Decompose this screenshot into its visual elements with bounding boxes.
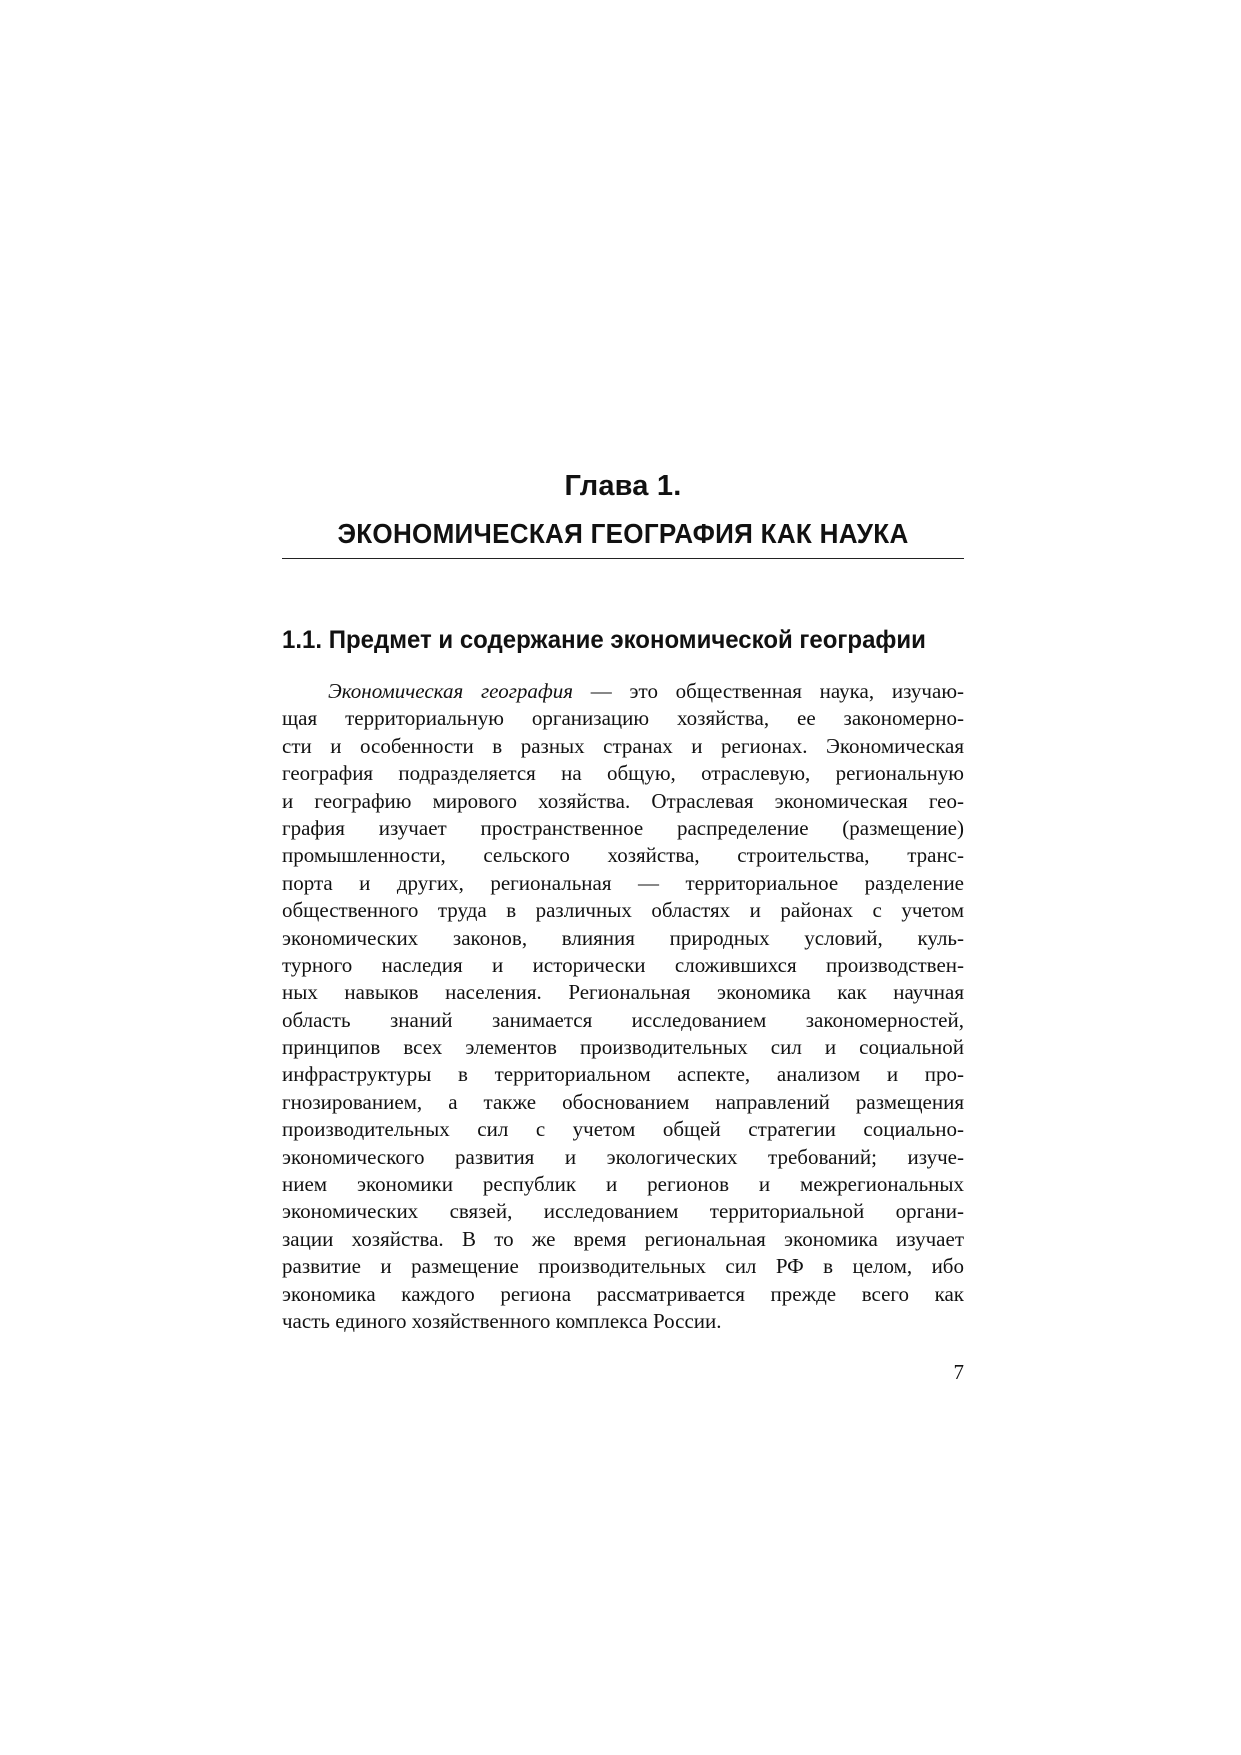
paragraph-line-text: — это общественная наука, изучаю- — [573, 679, 964, 703]
paragraph-line: инфраструктуры в территориальном аспекте, анализом и про- — [282, 1062, 964, 1087]
paragraph-line: развитие и размещение производительных сил РФ в целом, ибо — [282, 1254, 964, 1279]
paragraph-line: нием экономики республик и регионов и межрегиональных — [282, 1172, 964, 1197]
paragraph-line: сти и особенности в разных странах и регионах. Экономическая — [282, 733, 964, 758]
paragraph-line: область знаний занимается исследованием закономерностей, — [282, 1007, 964, 1032]
body-paragraph — [282, 678, 964, 1335]
paragraph-line: промышленности, сельского хозяйства, строительства, транс- — [282, 843, 964, 868]
paragraph-line: принципов всех элементов производительных сил и социальной — [282, 1035, 964, 1060]
paragraph-line: и географию мирового хозяйства. Отраслевая экономическая гео- — [282, 788, 964, 813]
paragraph-line: экономического развития и экологических требований; изуче- — [282, 1144, 964, 1169]
chapter-divider — [282, 558, 964, 559]
paragraph-line: турного наследия и исторически сложившихся производствен- — [282, 952, 964, 977]
paragraph-line: ных навыков населения. Региональная экономика как научная — [282, 980, 964, 1005]
paragraph-line: общественного труда в различных областях и районах с учетом — [282, 898, 964, 923]
paragraph-line: щая территориальную организацию хозяйства, ее закономерно- — [282, 706, 964, 731]
paragraph-line: география подразделяется на общую, отраслевую, региональную — [282, 761, 964, 786]
paragraph-line: зации хозяйства. В то же время региональная экономика изучает — [282, 1226, 964, 1251]
paragraph-line — [282, 678, 964, 705]
paragraph-line: порта и других, региональная — территориальное разделение — [282, 870, 964, 895]
chapter-heading — [282, 462, 964, 558]
section-heading: 1.1. Предмет и содержание экономической географии — [282, 626, 926, 654]
paragraph-line: графия изучает пространственное распределение (размещение) — [282, 815, 964, 840]
page-number: 7 — [953, 1360, 964, 1384]
paragraph-line: экономических связей, исследованием территориальной органи- — [282, 1199, 964, 1224]
term-emphasis: Экономическая география — [328, 679, 574, 703]
paragraph-line: производительных сил с учетом общей стратегии социально- — [282, 1117, 964, 1142]
paragraph-line: экономика каждого региона рассматривается прежде всего как — [282, 1281, 964, 1306]
paragraph-line: гнозированием, а также обоснованием направлений размещения — [282, 1089, 964, 1114]
paragraph-line: экономических законов, влияния природных условий, куль- — [282, 925, 964, 950]
paragraph-line: часть единого хозяйственного комплекса России. — [282, 1308, 722, 1333]
chapter-number: Глава 1. — [564, 470, 682, 502]
chapter-title: ЭКОНОМИЧЕСКАЯ ГЕОГРАФИЯ КАК НАУКА — [337, 518, 909, 549]
